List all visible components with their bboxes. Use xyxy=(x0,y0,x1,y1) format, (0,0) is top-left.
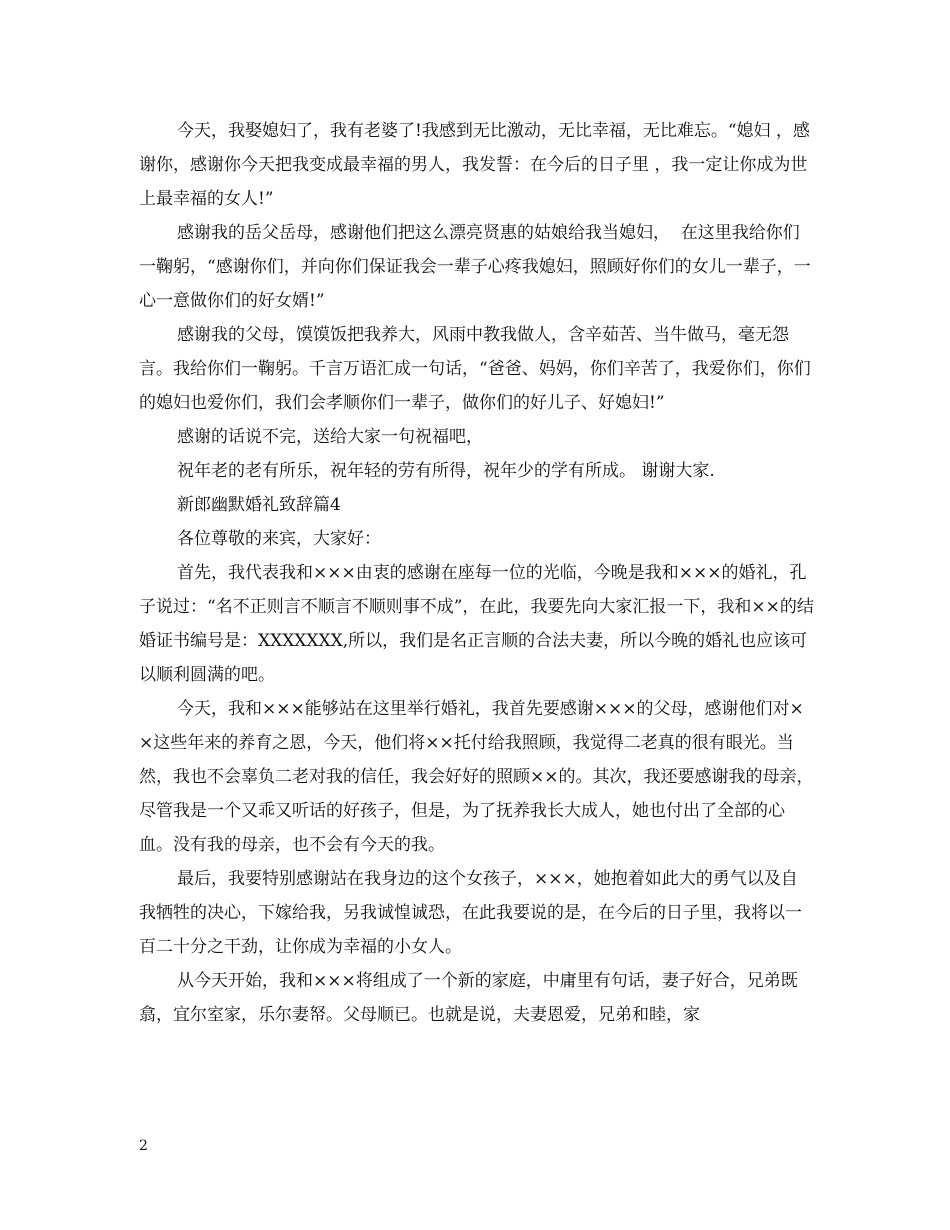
paragraph-5: 祝年老的老有所乐，祝年轻的劳有所得，祝年少的学有所成。 谢谢大家. xyxy=(177,461,715,481)
section-heading: 新郎幽默婚礼致辞篇4 xyxy=(177,495,341,515)
page-number: 2 xyxy=(139,1138,148,1154)
paragraph-6: 首先，我代表我和×××由衷的感谢在座每一位的光临，今晚是我和×××的婚礼，孔子说过：“名不正则言不顺言不顺则事不成”，在此，我要先向大家汇报一下，我和××的结婚证书编号是：XXXXXXX,所以，我们是名正言顺的合法夫妻，所以今晚的婚礼也应该可以顺利圆满的吧。 xyxy=(139,563,814,685)
paragraph-9: 从今天开始，我和×××将组成了一个新的家庭，中庸里有句话，妻子好合，兄弟既翕，宜尔室家，乐尔妻帑。父母顺已。也就是说，夫妻恩爱，兄弟和睦，家 xyxy=(139,971,798,1025)
paragraph-4: 感谢的话说不完，送给大家一句祝福吧， xyxy=(177,427,483,447)
paragraph-8: 最后，我要特别感谢站在我身边的这个女孩子，×××，她抱着如此大的勇气以及自我牺牲的决心，下嫁给我，另我诚惶诚恐，在此我要说的是，在今后的日子里，我将以一百二十分之干劲，让你成为幸福的小女人。 xyxy=(139,869,802,957)
paragraph-1: 今天，我娶媳妇了，我有老婆了!我感到无比激动，无比幸福，无比难忘。“媳妇 ，感谢你，感谢你今天把我变成最幸福的男人，我发誓：在今后的日子里 ，我一定让你成为世上最幸福的女人!” xyxy=(139,121,810,209)
paragraph-7: 今天，我和×××能够站在这里举行婚礼，我首先要感谢×××的父母，感谢他们对××这些年来的养育之恩，今天，他们将××托付给我照顾，我觉得二老真的很有眼光。当然，我也不会辜负二老对我的信任，我会好好的照顾××的。其次，我还要感谢我的母亲，尽管我是一个又乖又听话的好孩子，但是，为了抚养我长大成人，她也付出了全部的心血。没有我的母亲，也不会有今天的我。 xyxy=(139,699,814,855)
paragraph-3: 感谢我的父母，馍馍饭把我养大，风雨中教我做人，含辛茹苦、当牛做马，毫无怨言。我给你们一鞠躬。千言万语汇成一句话，“爸爸、妈妈，你们辛苦了，我爱你们，你们的媳妇也爱你们，我们会孝顺你们一辈子，做你们的好儿子、好媳妇!” xyxy=(139,325,811,413)
paragraph-2: 感谢我的岳父岳母，感谢他们把这么漂亮贤惠的姑娘给我当媳妇， 在这里我给你们一鞠躬，“感谢你们，并向你们保证我会一辈子心疼我媳妇，照顾好你们的女儿一辈子，一心一意做你们的好女婿!” xyxy=(139,223,811,311)
salutation: 各位尊敬的来宾，大家好： xyxy=(177,529,381,549)
document-body xyxy=(139,114,814,1032)
